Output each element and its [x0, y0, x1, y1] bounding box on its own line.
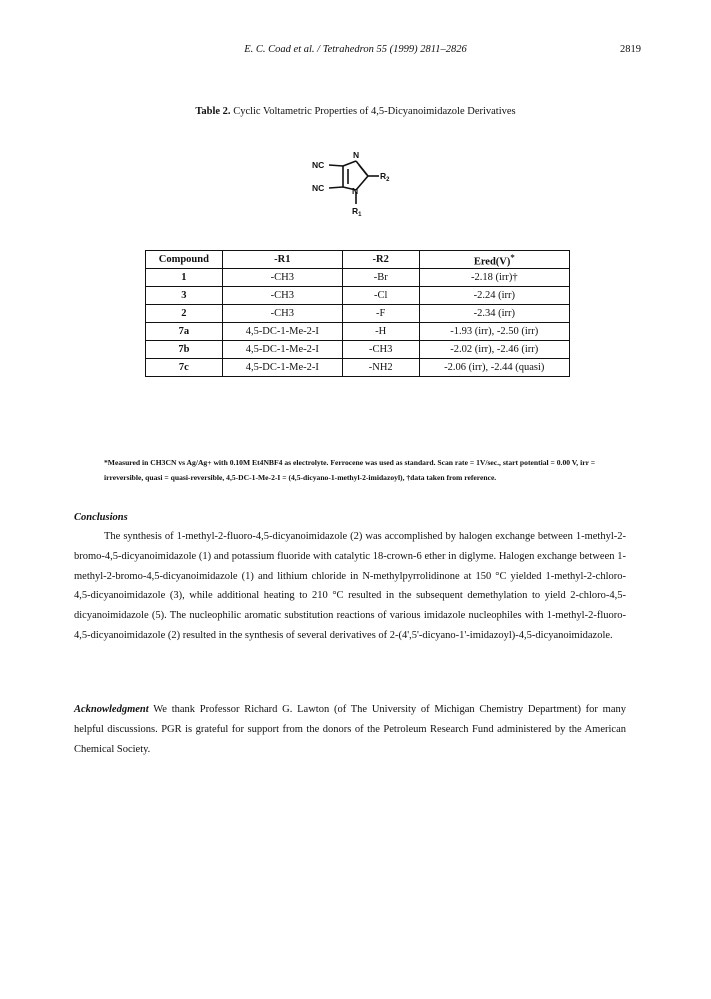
- nc-top-label: NC: [312, 160, 325, 170]
- cell-ered: -2.24 (irr): [419, 287, 569, 305]
- cell-ered: -2.06 (irr), -2.44 (quasi): [419, 359, 569, 377]
- table-header-row: [146, 251, 570, 269]
- table-row: [146, 323, 570, 341]
- acknowledgment-heading: Acknowledgment: [74, 704, 149, 715]
- cell-r2: -H: [342, 323, 419, 341]
- acknowledgment-paragraph: [74, 700, 626, 759]
- cell-ered: -2.34 (irr): [419, 305, 569, 323]
- cell-compound: 7c: [146, 359, 223, 377]
- cell-r1: 4,5-DC-1-Me-2-I: [222, 359, 342, 377]
- table-row: [146, 305, 570, 323]
- cell-r2: -F: [342, 305, 419, 323]
- table-row: [146, 359, 570, 377]
- r1-label: $R_1$: [352, 206, 362, 218]
- conclusions-paragraph: The synthesis of 1-methyl-2-fluoro-4,5-dicyanoimidazole (2) was accomplished by halogen exchange between 1-methyl-2-bromo-4,5-dicyanoimidazole (1) and potassium fluoride with catalytic 18-crown-6 ether in diglyme. Halogen exchange between 1-methyl-2-bromo-4,5-dicyanoimidazole (1) and lithium chloride in N-methylpyrrolidinone at 150 °C yielded 1-methyl-2-chloro-4,5-dicyanoimidazole (3), while additional heating to 210 °C resulted in the subsequent demethylation to yield 2-chloro-4,5-dicyanoimidazole (5). The nucleophilic aromatic substitution reactions of various imidazole nucleophiles with 1-methyl-2-fluoro-4,5-dicyanoimidazole (2) resulted in the synthesis of several derivatives of 2-(4',5'-dicyano-1'-imidazoyl)-4,5-dicyanoimidazole.: [74, 531, 626, 641]
- cell-r2: -NH2: [342, 359, 419, 377]
- table-label: Table 2.: [195, 106, 231, 117]
- header-ered: Ered(V)*: [419, 251, 569, 269]
- cell-r1: 4,5-DC-1-Me-2-I: [222, 323, 342, 341]
- cell-r1: 4,5-DC-1-Me-2-I: [222, 341, 342, 359]
- page-number: 2819: [620, 44, 641, 55]
- header-r1: -R1: [222, 251, 342, 269]
- cell-ered: -1.93 (irr), -2.50 (irr): [419, 323, 569, 341]
- nc-bottom-label: NC: [312, 183, 325, 193]
- voltammetry-table: [145, 250, 570, 377]
- n-bottom-label: N: [352, 186, 359, 196]
- cell-r1: -CH3: [222, 305, 342, 323]
- cell-compound: 1: [146, 269, 223, 287]
- r2-label: $R_2$: [380, 171, 390, 183]
- cell-r2: -CH3: [342, 341, 419, 359]
- table-row: [146, 269, 570, 287]
- cell-compound: 7a: [146, 323, 223, 341]
- table-caption: [0, 106, 711, 117]
- cell-compound: 3: [146, 287, 223, 305]
- cell-r2: -Cl: [342, 287, 419, 305]
- cell-r1: -CH3: [222, 269, 342, 287]
- cell-ered: -2.18 (irr)†: [419, 269, 569, 287]
- cell-compound: 7b: [146, 341, 223, 359]
- cell-r2: -Br: [342, 269, 419, 287]
- n-top-label: N: [353, 150, 360, 160]
- header-r2: -R2: [342, 251, 419, 269]
- table-title: Cyclic Voltametric Properties of 4,5-Dicyanoimidazole Derivatives: [233, 106, 516, 117]
- cell-ered: -2.02 (irr), -2.46 (irr): [419, 341, 569, 359]
- header-compound: Compound: [146, 251, 223, 269]
- table-footnote: *Measured in CH3CN vs Ag/Ag+ with 0.10M Et4NBF4 as electrolyte. Ferrocene was used as standard. Scan rate = 1V/sec., start potential = 0.00 V, irr = irreversible, quasi = quasi-reversible, 4,5-DC-1-Me-2-I = (4,5-dicyano-1-methyl-2-imidazoyl), †data taken from reference.: [104, 458, 596, 482]
- cell-r1: -CH3: [222, 287, 342, 305]
- table-row: [146, 341, 570, 359]
- imidazole-structure: [303, 146, 403, 222]
- cell-compound: 2: [146, 305, 223, 323]
- running-head: E. C. Coad et al. / Tetrahedron 55 (1999) 2811–2826: [244, 44, 467, 55]
- page-header: [0, 44, 711, 60]
- acknowledgment-text: We thank Professor Richard G. Lawton (of The University of Michigan Chemistry Department) for many helpful discussions. PGR is grateful for support from the donors of the Petroleum Research Fund administered by the American Chemical Society.: [74, 704, 627, 755]
- table-row: [146, 287, 570, 305]
- conclusions-heading: Conclusions: [74, 512, 128, 523]
